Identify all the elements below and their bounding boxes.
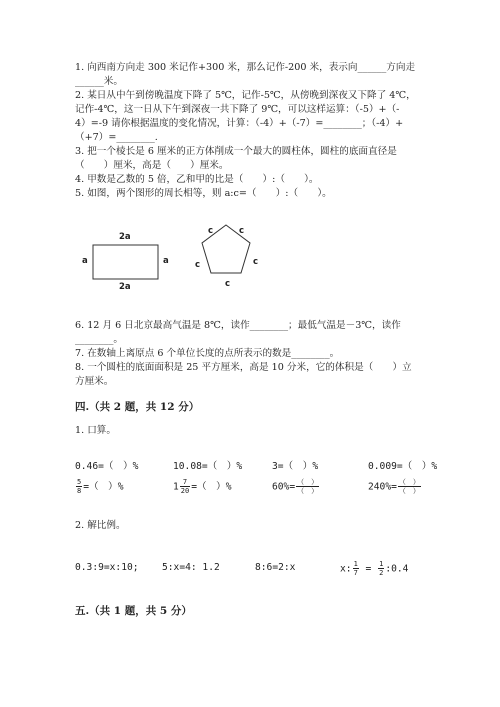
calc-item: 0.009=（ ）% — [368, 461, 438, 472]
calc-item: 10.08=（ ）% — [173, 461, 243, 472]
question-title: 1. 口算。 — [75, 425, 116, 436]
fraction: $\frac{7}{20}$ — [180, 478, 190, 495]
ratio-item: 8:6=2:x — [255, 562, 296, 573]
question-line: 7. 在数轴上离原点 6 个单位长度的点所表示的数是________。 — [75, 348, 340, 359]
calc-item: $\frac{5}{8}$ =（ ）% — [77, 478, 124, 495]
question-line: 6. 12 月 6 日北京最高气温是 8℃，读作________；最低气温是－3℃，读作 — [75, 320, 401, 331]
question-line: ______米。 — [75, 76, 123, 87]
ratio-item: x: $\frac{1}{7}$ = $\frac{1}{2}$ :0.4 — [340, 560, 409, 577]
calc-item: 1 $\frac{7}{20}$ =（ ）% — [173, 478, 232, 495]
calc-item: 3=（ ）% — [272, 461, 319, 472]
pentagon-label: c — [253, 257, 259, 267]
rect-bottom-label: 2a — [119, 282, 131, 292]
question-line: 方厘米。 — [75, 376, 114, 387]
calc-item: 60%= $\frac{( )}{( )}$ — [272, 478, 319, 495]
pentagon-label: c — [239, 226, 245, 236]
pentagon-label: c — [195, 260, 201, 270]
section-heading: 五.（共 1 题，共 5 分） — [75, 605, 192, 617]
question-line: 4）=-9 请你根据温度的变化情况，计算：（-4）+（-7）=________；（-4）+ — [75, 118, 404, 129]
question-line: 1. 向西南方向走 300 米记作+300 米，那么记作-200 米，表示向______方向走 — [75, 62, 416, 73]
calc-item: 0.46=（ ）% — [75, 461, 139, 472]
pentagon-label: c — [225, 279, 231, 289]
fraction: $\frac{5}{8}$ — [77, 478, 82, 495]
ratio-item: 5:x=4: 1.2 — [162, 562, 220, 573]
ratio-item: 0.3:9=x:10; — [75, 562, 139, 573]
rect-right-label: a — [163, 256, 169, 266]
calc-item: 240%= $\frac{( )}{( )}$ — [368, 478, 420, 495]
question-line: （ ）厘米，高是（ ）厘米。 — [75, 160, 229, 171]
rect-top-label: 2a — [119, 232, 131, 242]
question-line: ________。 — [75, 334, 123, 345]
question-title: 2. 解比例。 — [75, 520, 126, 531]
question-line: 5. 如图，两个图形的周长相等，则 a:c=（ ）:（ ）。 — [75, 188, 332, 199]
question-line: 3. 把一个棱长是 6 厘米的正方体削成一个最大的圆柱体，圆柱的底面直径是 — [75, 146, 397, 157]
fraction: $\frac{1}{7}$ — [353, 560, 358, 577]
section-heading: 四.（共 2 题，共 12 分） — [75, 401, 200, 413]
question-line: 2. 某日从中午到傍晚温度下降了 5℃，记作-5℃，从傍晚到深夜又下降了 4℃， — [75, 90, 416, 101]
fraction: $\frac{( )}{( )}$ — [398, 478, 420, 495]
question-line: 8. 一个圆柱的底面面积是 25 平方厘米，高是 10 分米，它的体积是（ ）立 — [75, 362, 412, 373]
question-line: （+7）=________. — [75, 132, 158, 143]
pentagon-label: c — [208, 226, 214, 236]
rectangle-shape — [93, 245, 158, 279]
fraction: $\frac{( )}{( )}$ — [297, 478, 319, 495]
rect-left-label: a — [82, 256, 88, 266]
fraction: $\frac{1}{2}$ — [379, 560, 384, 577]
question-line: 记作-4℃，这一日从下午到深夜一共下降了 9℃，可以这样运算：（-5）+（- — [75, 104, 400, 115]
question-line: 4. 甲数是乙数的 5 倍，乙和甲的比是（ ）:（ ）。 — [75, 174, 319, 185]
